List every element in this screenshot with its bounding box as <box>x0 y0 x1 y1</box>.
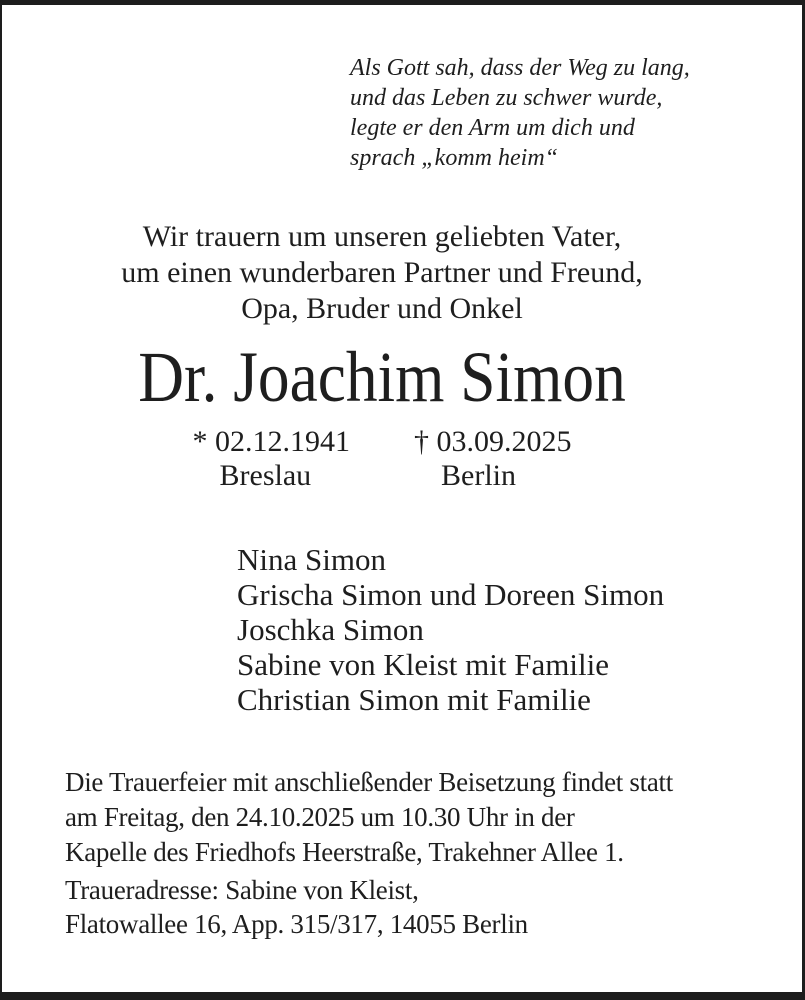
condolence-address <box>65 873 528 941</box>
life-dates <box>22 425 742 493</box>
address-line: Traueradresse: Sabine von Kleist, <box>65 875 419 905</box>
mourner-name: Christian Simon mit Familie <box>237 682 591 717</box>
birth-info <box>193 425 351 493</box>
birth-date: 02.12.1941 <box>215 425 350 458</box>
death-place: Berlin <box>441 459 516 492</box>
funeral-line: Kapelle des Friedhofs Heerstraße, Trakehner Allee 1. <box>65 837 624 867</box>
death-info <box>414 425 572 493</box>
memorial-verse <box>350 53 690 173</box>
mourning-line: Wir trauern um unseren geliebten Vater, <box>142 220 622 253</box>
deceased-name: Dr. Joachim Simon <box>138 337 626 417</box>
mourner-name: Joschka Simon <box>237 612 424 647</box>
verse-line: legte er den Arm um dich und <box>350 115 635 141</box>
verse-line: und das Leben zu schwer wurde, <box>350 85 663 111</box>
address-line: Flatowallee 16, App. 315/317, 14055 Berlin <box>65 909 528 939</box>
birth-date-line <box>193 425 351 459</box>
mourning-line: um einen wunderbaren Partner und Freund, <box>121 256 643 289</box>
mourning-line: Opa, Bruder und Onkel <box>241 292 523 325</box>
death-date: 03.09.2025 <box>436 425 572 458</box>
verse-line: Als Gott sah, dass der Weg zu lang, <box>350 55 690 81</box>
death-cross-symbol: † <box>414 425 429 458</box>
mourner-name: Nina Simon <box>237 542 386 577</box>
birth-place: Breslau <box>219 459 312 492</box>
mourner-name: Grischa Simon und Doreen Simon <box>237 577 665 612</box>
funeral-line: am Freitag, den 24.10.2025 um 10.30 Uhr in der <box>65 802 575 832</box>
verse-line: sprach „komm heim“ <box>350 145 558 171</box>
mourning-statement <box>22 219 742 327</box>
death-date-line <box>414 425 572 459</box>
birth-asterisk-symbol: * <box>192 425 208 458</box>
funeral-line: Die Trauerfeier mit anschließender Beisetzung findet statt <box>65 767 673 797</box>
mourner-name: Sabine von Kleist mit Familie <box>237 647 609 682</box>
funeral-details <box>65 765 673 870</box>
mourners-list <box>237 542 664 717</box>
